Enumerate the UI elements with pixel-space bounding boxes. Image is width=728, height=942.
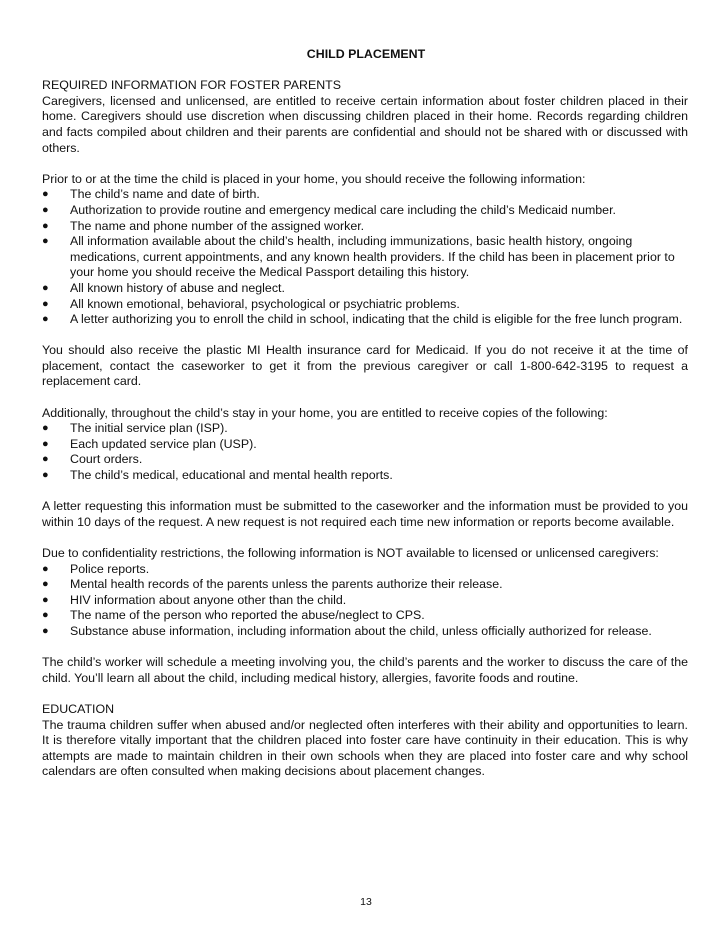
bullet-icon: ● — [42, 203, 49, 216]
list-item — [42, 281, 688, 297]
education-paragraph: The trauma children suffer when abused and/or neglected often interferes with their ability and opportunities to learn. It is therefore vitally important that the children placed into foster care have continuity in their education. This is why attempts are made to maintain children in their own schools when they are placed into foster care and why school calendars are often consulted when making decisions about placement changes. — [42, 717, 688, 779]
additionally-list — [42, 421, 688, 483]
bullet-icon: ● — [42, 437, 49, 450]
page-number: 13 — [360, 896, 372, 908]
list-item-text: Court orders. — [70, 452, 143, 467]
intro-paragraph: Caregivers, licensed and unlicensed, are entitled to receive certain information about foster children placed in their home. Caregivers should use discretion when discussing children placed in their home. Records regarding children and facts compiled about children and their parents are confidential and should not be shared with or discussed with others. — [42, 93, 688, 155]
additionally-lead: Additionally, throughout the child’s stay in your home, you are entitled to receive copies of the following: — [42, 405, 608, 420]
list-item — [42, 219, 688, 235]
list-item-text: The child’s medical, educational and mental health reports. — [70, 468, 393, 483]
list-item-text: Each updated service plan (USP). — [70, 436, 257, 451]
list-item-text: A letter authorizing you to enroll the child in school, indicating that the child is eligible for the free lunch program. — [70, 312, 683, 327]
bullet-icon: ● — [42, 422, 49, 435]
list-item — [42, 437, 688, 453]
list-item — [42, 297, 688, 313]
bullet-icon: ● — [42, 297, 49, 310]
bullet-icon: ● — [42, 609, 49, 622]
list-item-text: Police reports. — [70, 561, 150, 576]
document-page — [42, 47, 688, 796]
list-item — [42, 468, 688, 484]
list-item-text: HIV information about anyone other than the child. — [70, 592, 347, 607]
meeting-paragraph: The child’s worker will schedule a meeting involving you, the child’s parents and the worker to discuss the care of the child. You’ll learn all about the child, including medical history, allergies, favorite foods and routine. — [42, 655, 688, 685]
page-title: CHILD PLACEMENT — [306, 47, 426, 61]
health-card-paragraph: You should also receive the plastic MI Health insurance card for Medicaid. If you do not receive it at the time of placement, contact the caseworker to get it from the previous caregiver or call 1-800-642-3195 to request a replacement card. — [42, 343, 688, 389]
education-heading: EDUCATION — [42, 701, 115, 716]
bullet-icon: ● — [42, 624, 49, 637]
list-item-text: The initial service plan (ISP). — [70, 421, 228, 436]
list-item — [42, 203, 688, 219]
bullet-icon: ● — [42, 578, 49, 591]
list-item — [42, 234, 688, 281]
list-item — [42, 312, 688, 328]
list-item — [42, 608, 688, 624]
list-item — [42, 577, 688, 593]
bullet-icon: ● — [42, 453, 49, 466]
list-item — [42, 187, 688, 203]
bullet-icon: ● — [42, 593, 49, 606]
bullet-icon: ● — [42, 188, 49, 201]
confidentiality-list — [42, 562, 688, 640]
bullet-icon: ● — [42, 469, 49, 482]
list-item — [42, 562, 688, 578]
confidentiality-lead: Due to confidentiality restrictions, the following information is NOT available to licensed or unlicensed caregivers: — [42, 546, 659, 560]
list-item — [42, 593, 688, 609]
bullet-icon: ● — [42, 235, 49, 248]
list-item-text: Mental health records of the parents unless the parents authorize their release. — [70, 577, 503, 592]
list-item-text: All known emotional, behavioral, psychological or psychiatric problems. — [70, 296, 460, 311]
bullet-icon: ● — [42, 562, 49, 575]
list-item — [42, 421, 688, 437]
list-item-text: All known history of abuse and neglect. — [70, 280, 285, 295]
prior-placement-list — [42, 187, 688, 327]
bullet-icon: ● — [42, 281, 49, 294]
list-item — [42, 452, 688, 468]
bullet-icon: ● — [42, 219, 49, 232]
bullet-icon: ● — [42, 313, 49, 326]
list-item-text: The child’s name and date of birth. — [70, 187, 260, 202]
list-item-text: Authorization to provide routine and emergency medical care including the child’s Medicaid number. — [70, 202, 616, 217]
list-item-text: Substance abuse information, including information about the child, unless officially authorized for release. — [70, 623, 652, 638]
required-info-heading: REQUIRED INFORMATION FOR FOSTER PARENTS — [42, 78, 341, 93]
prior-placement-lead: Prior to or at the time the child is placed in your home, you should receive the following information: — [42, 171, 586, 186]
list-item-text: All information available about the child’s health, including immunizations, basic health history, ongoing medications, current appointments, and any known health providers. If the child has been in placement prior to your home you should receive the Medical Passport detailing this history. — [70, 234, 675, 280]
list-item-text: The name of the person who reported the abuse/neglect to CPS. — [70, 608, 425, 623]
list-item-text: The name and phone number of the assigned worker. — [70, 218, 365, 233]
letter-request-paragraph: A letter requesting this information must be submitted to the caseworker and the information must be provided to you within 10 days of the request. A new request is not required each time new information or reports become available. — [42, 499, 688, 529]
list-item — [42, 624, 688, 640]
